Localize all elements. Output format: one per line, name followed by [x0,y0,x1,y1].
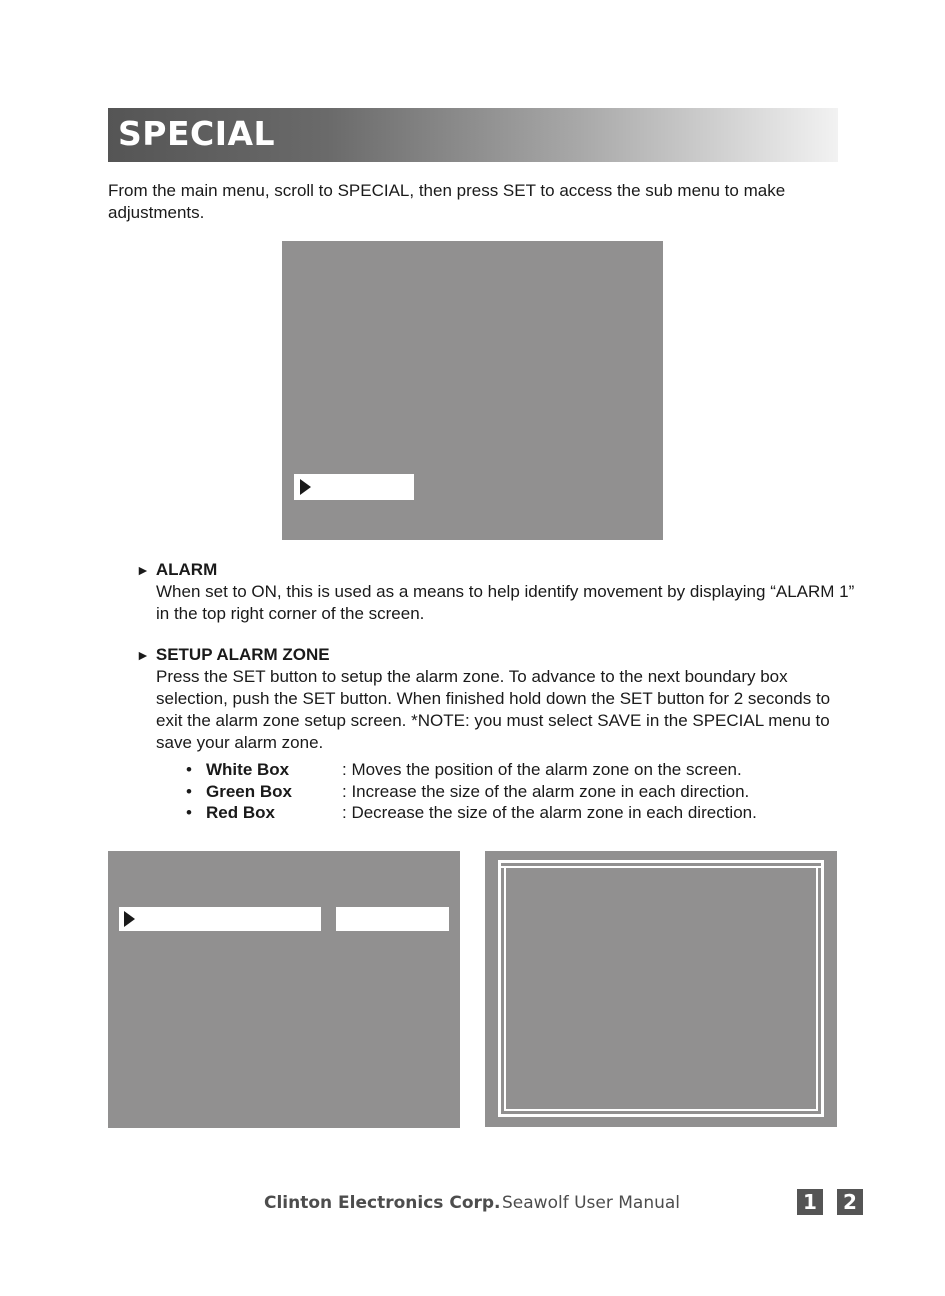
section-banner [108,108,838,162]
box-name: Green Box [206,781,292,801]
bullet-icon: • [186,803,192,822]
list-item [186,759,886,781]
menu-selection-highlight [119,907,321,931]
setup-alarm-zone-description: Press the SET button to setup the alarm zone. To advance to the next boundary box selection, push the SET button. When finished hold down the SET button for 2 seconds to exit the alarm zone setup screen. *NOTE: you must select SAVE in the SPECIAL menu to save your alarm zone. [156,667,831,752]
alarm-menu-screen [108,851,460,1128]
page-number-digit: 1 [797,1189,823,1215]
setup-alarm-zone-heading [136,644,856,666]
zone-corner-marker [761,866,824,868]
page-title: SPECIAL [118,114,276,153]
menu-value-highlight [336,907,449,931]
list-item [186,781,886,803]
triangle-right-icon [300,479,311,495]
box-name: Red Box [206,803,275,822]
triangle-right-icon [124,911,135,927]
menu-selection-highlight [294,474,414,500]
alarm-section [136,559,856,625]
footer-company: Clinton Electronics Corp. [264,1193,501,1213]
list-item [186,802,886,824]
page-number-digit: 2 [837,1189,863,1215]
box-description: : Increase the size of the alarm zone in each direction. [342,781,750,801]
triangle-right-icon: ► [136,647,150,663]
box-legend-list [186,759,886,824]
triangle-right-icon: ► [136,562,150,578]
footer-manual-title: Seawolf User Manual [502,1193,681,1213]
alarm-description: When set to ON, this is used as a means to help identify movement by displaying “ALARM 1” in the top right corner of the screen. [156,582,855,623]
alarm-heading [136,559,856,581]
alarm-zone-inner-box [504,866,818,1111]
setup-alarm-zone-heading-label: SETUP ALARM ZONE [155,645,330,664]
setup-alarm-zone-section [136,644,856,754]
bullet-icon: • [186,760,192,779]
box-description: : Decrease the size of the alarm zone in each direction. [342,803,757,822]
box-name: White Box [206,760,290,779]
zone-corner-marker [498,866,561,868]
bullet-icon: • [186,781,192,801]
box-description: : Moves the position of the alarm zone on the screen. [342,760,742,779]
intro-text: From the main menu, scroll to SPECIAL, then press SET to access the sub menu to make adjustments. [108,181,786,222]
alarm-heading-label: ALARM [155,560,218,579]
